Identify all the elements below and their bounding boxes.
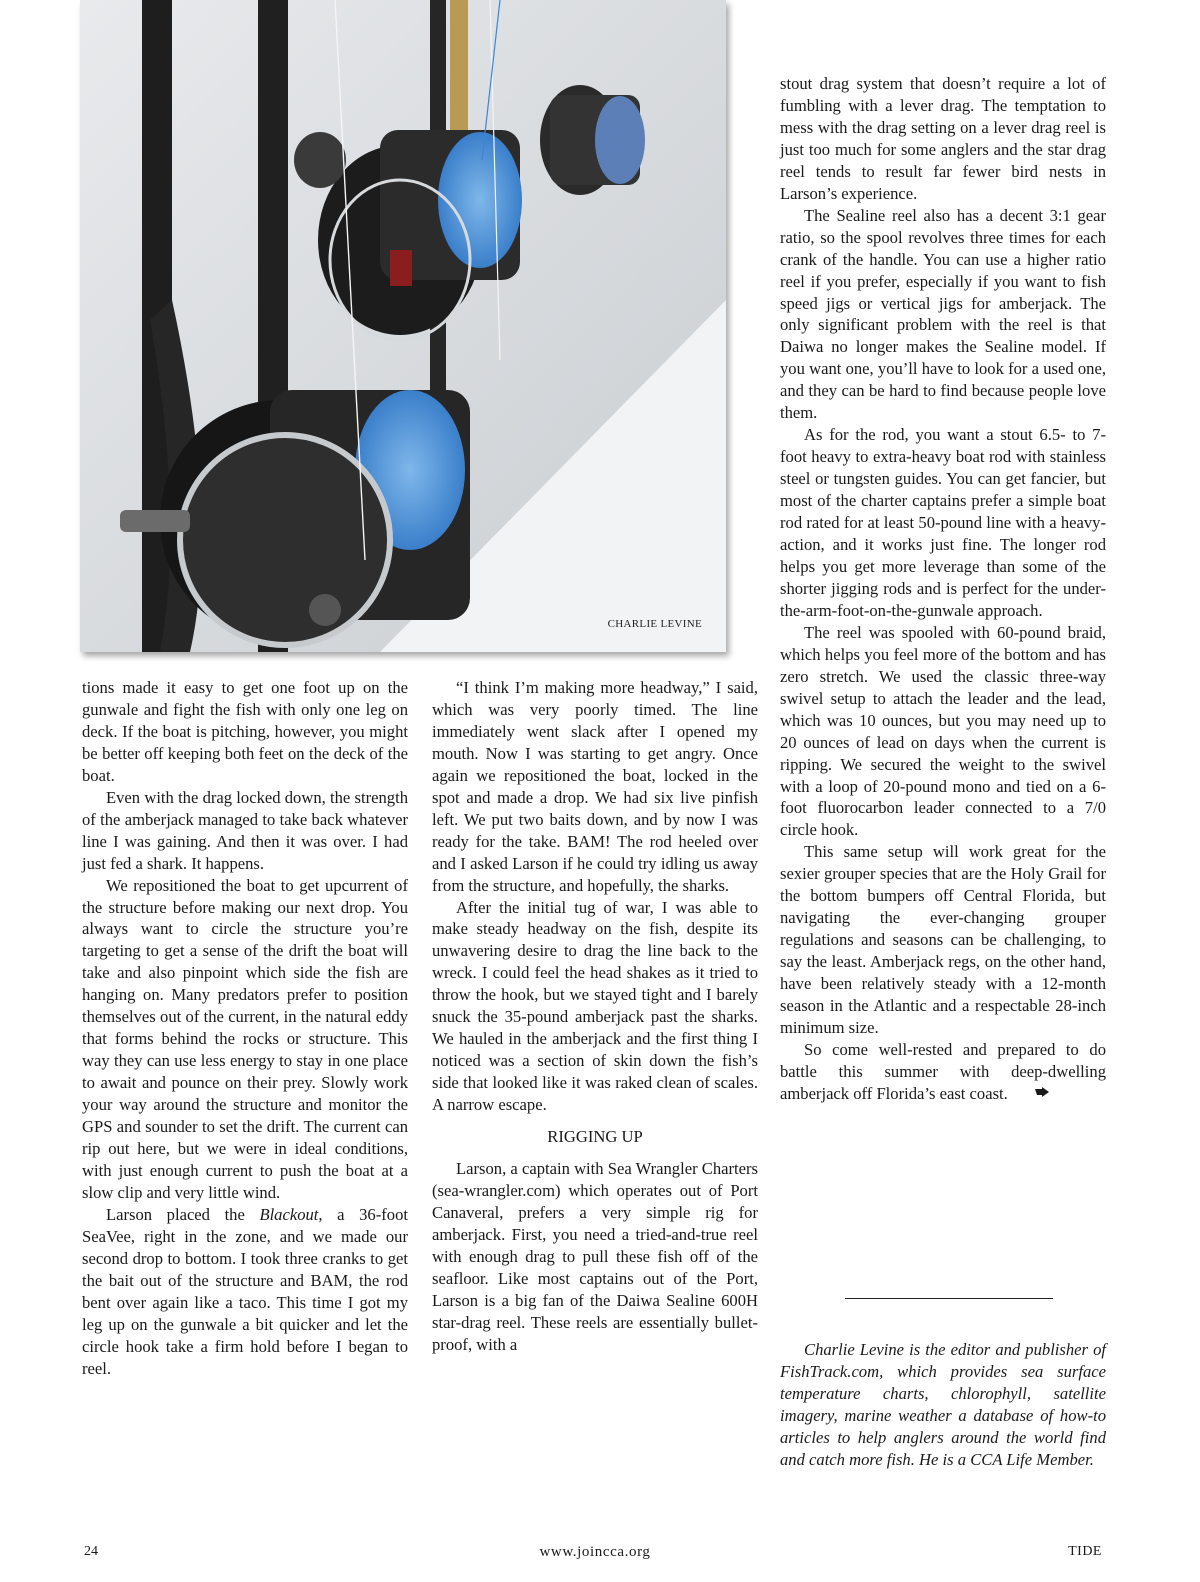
article-column-1 xyxy=(82,677,408,1380)
paragraph: We repositioned the boat to get upcurrent of the structure before making our next drop. You always want to circle the structure you’re targeting to get a sense of the drift the boat will take and also pinpoint which side the fish are hanging on. Many predators prefer to position themselves out of the current, in the natural eddy that forms behind the rocks or structure. This way they can use less energy to stay in one place to await and pounce on their prey. Slowly work your way around the structure and monitor the GPS and sounder to set the drift. The current can rip out here, but we were in ideal conditions, with just enough current to push the boat at a slow clip and very little wind. xyxy=(82,875,408,1202)
paragraph-text: , a 36-foot SeaVee, right in the zone, and we made our second drop to bottom. I took three cranks to get the bait out of the structure and BAM, the rod bent over again like a taco. This time I got my leg up on the gunwale a bit quicker and let the circle hook take a firm hold before I began to reel. xyxy=(82,1204,408,1378)
bio-divider xyxy=(845,1298,1053,1299)
boat-name: Blackout xyxy=(259,1204,319,1224)
author-bio xyxy=(780,1339,1106,1471)
end-of-story-icon xyxy=(1010,1084,1050,1106)
reels-illustration xyxy=(80,0,726,652)
bio-text: Charlie Levine is the editor and publisher of FishTrack.com, which provides sea surface temperature charts, chlorophyll, satellite imagery, marine weather a database of how-to articles to help anglers around the world find and catch more fish. He is a CCA Life Member. xyxy=(780,1340,1106,1469)
paragraph xyxy=(780,1039,1106,1106)
paragraph: This same setup will work great for the sexier grouper species that are the Holy Grail for the bottom bumpers off Central Florida, but navigating the ever-changing grouper regulations and seasons can be challenging, to say the least. Amberjack regs, on the other hand, have been relatively steady with a 12-month season in the Atlantic and a respectable 28-inch minimum size. xyxy=(780,842,1106,1037)
article-column-2 xyxy=(432,677,758,1356)
paragraph-text: Larson placed the xyxy=(106,1204,260,1224)
paragraph: The reel was spooled with 60-pound braid, which helps you feel more of the bottom and has zero stretch. We used the classic three-way swivel setup to attach the leader and the lead, which was 10 ounces, but you may need up to 20 ounces of lead on days when the current is ripping. We secured the weight to the swivel with a loop of 20-pound mono and tied on a 6-foot fluorocarbon leader connected to a 7/0 circle hook. xyxy=(780,622,1106,840)
paragraph xyxy=(82,1204,408,1380)
footer-website[interactable]: www.joincca.org xyxy=(539,1544,651,1560)
paragraph: “I think I’m making more headway,” I said, which was very poorly timed. The line immediately went slack after I opened my mouth. Now I was starting to get angry. Once again we repositioned the boat, locked in the spot and made a drop. We had six live pinfish left. We put two baits down, and by now I was ready for the take. BAM! The rod heeled over and I asked Larson if he could try idling us away from the structure, and hopefully, the sharks. xyxy=(432,678,758,895)
paragraph: After the initial tug of war, I was able to make steady headway on the fish, despite its unwavering desire to drag the line back to the wreck. I could feel the head shakes as it tried to throw the hook, but we stayed tight and I barely snuck the 35-pound amberjack past the sharks. We hauled in the amberjack and the first thing I noticed was a section of skin down the fish’s side that looked like it was raked clean of scales. A narrow escape. xyxy=(432,897,758,1115)
page-number: 24 xyxy=(84,1544,98,1559)
paragraph: Larson, a captain with Sea Wrangler Charters (sea-wrangler.com) which operates out of Port Canaveral, prefers a very simple rig for amberjack. First, you need a tried-and-true reel with enough drag to pull these fish off of the seafloor. Like most captains out of the Port, Larson is a big fan of the Daiwa Sealine 600H star-drag reel. These reels are essentially bullet-proof, with a xyxy=(432,1159,758,1354)
paragraph: As for the rod, you want a stout 6.5- to 7-foot heavy to extra-heavy boat rod with stainless steel or tungsten guides. You can get fancier, but most of the charter captains prefer a simple boat rod rated for at least 50-pound line with a heavy-action, and it works just fine. The longer rod helps you get more leverage than some of the shorter jigging rods and is perfect for the under-the-arm-foot-on-the-gunwale approach. xyxy=(780,425,1106,620)
paragraph: The Sealine reel also has a decent 3:1 gear ratio, so the spool revolves three times for each crank of the handle. You can use a higher ratio reel if you prefer, especially if you want to fish speed jigs or vertical jigs for amberjack. The only significant problem with the reel is that Daiwa no longer makes the Sealine model. If you want one, you’ll have to look for a used one, and they can be hard to find because people love them. xyxy=(780,205,1106,423)
reels-photo xyxy=(80,0,726,652)
reel-far xyxy=(540,85,645,195)
photo-credit: CHARLIE LEVINE xyxy=(607,618,702,630)
paragraph: Even with the drag locked down, the strength of the amberjack managed to take back whatever line I was gaining. And then it was over. I had just fed a shark. It happens. xyxy=(82,787,408,873)
magazine-name: TIDE xyxy=(1068,1544,1102,1559)
paragraph: stout drag system that doesn’t require a lot of fumbling with a lever drag. The temptation to mess with the drag setting on a lever drag reel is just too much for some anglers and the star drag reel tends to result far fewer bird nests in Larson’s experience. xyxy=(780,74,1106,203)
section-heading: RIGGING UP xyxy=(547,1127,643,1147)
article-column-3 xyxy=(780,73,1106,1106)
paragraph: tions made it easy to get one foot up on the gunwale and fight the fish with only one leg on deck. If the boat is pitching, however, you might be better off keeping both feet on the deck of the boat. xyxy=(82,678,408,785)
paragraph-text: So come well-rested and prepared to do battle this summer with deep-dwelling amberjack off Florida’s east coast. xyxy=(780,1039,1106,1103)
